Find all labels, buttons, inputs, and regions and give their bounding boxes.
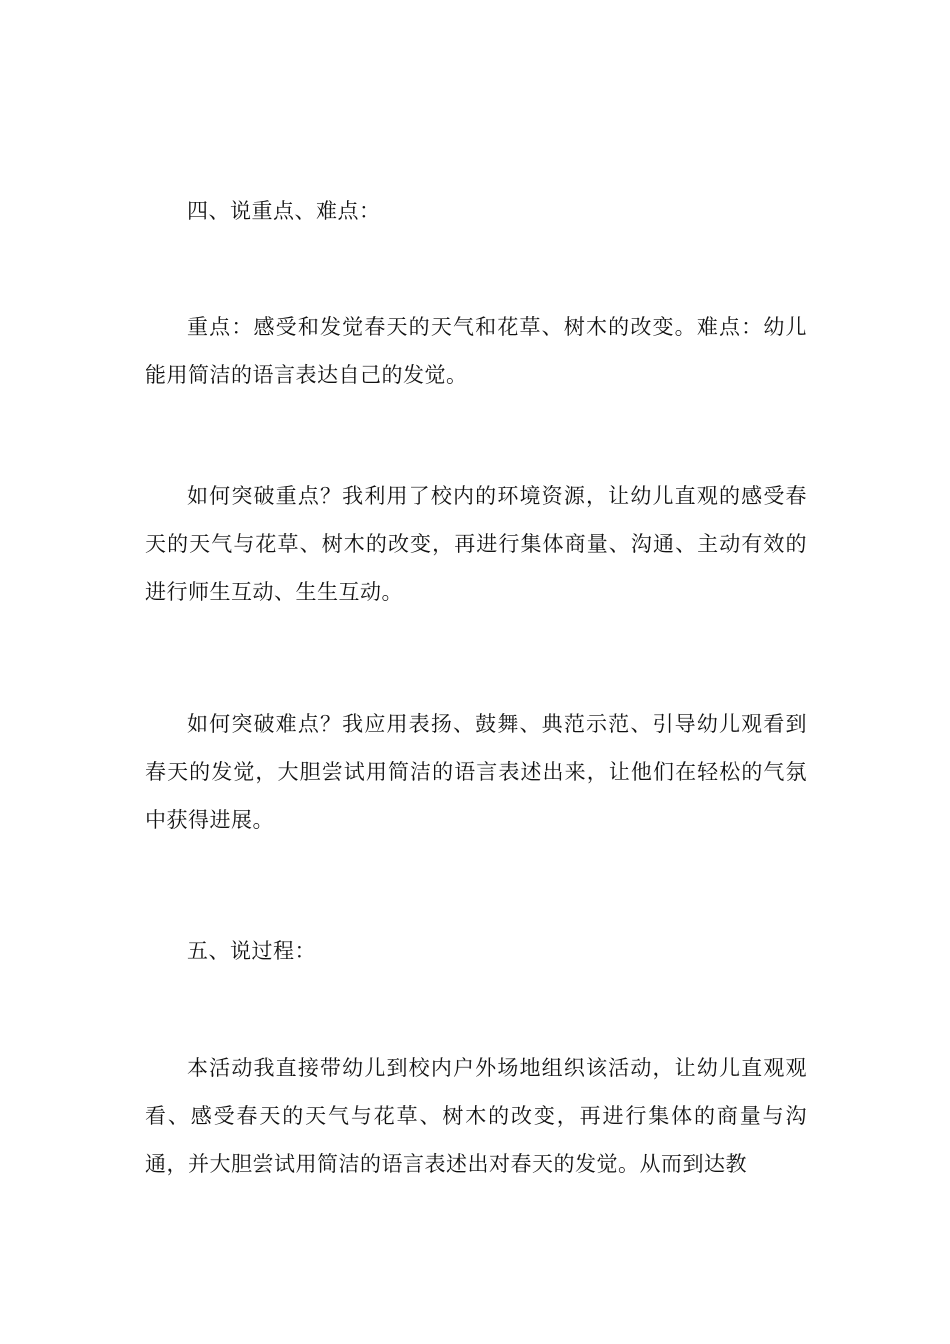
paragraph-key-and-difficult-points: 重点：感受和发觉春天的天气和花草、树木的改变。难点：幼儿能用简洁的语言表达自己的发觉。 xyxy=(145,315,807,387)
paragraph-activity-process: 本活动我直接带幼儿到校内户外场地组织该活动，让幼儿直观观看、感受春天的天气与花草、树木的改变，再进行集体的商量与沟通，并大胆尝试用简洁的语言表述出对春天的发觉。从而到达教 xyxy=(145,1056,807,1176)
paragraph-breaking-difficult-points: 如何突破难点？我应用表扬、鼓舞、典范示范、引导幼儿观看到春天的发觉，大胆尝试用简洁的语言表述出来，让他们在轻松的气氛中获得进展。 xyxy=(145,712,807,832)
section-heading-key-points: 四、说重点、难点： xyxy=(187,199,381,223)
paragraph-breaking-key-points: 如何突破重点？我利用了校内的环境资源，让幼儿直观的感受春天的天气与花草、树木的改变，再进行集体商量、沟通、主动有效的进行师生互动、生生互动。 xyxy=(145,484,807,604)
section-heading-process: 五、说过程： xyxy=(187,939,316,963)
